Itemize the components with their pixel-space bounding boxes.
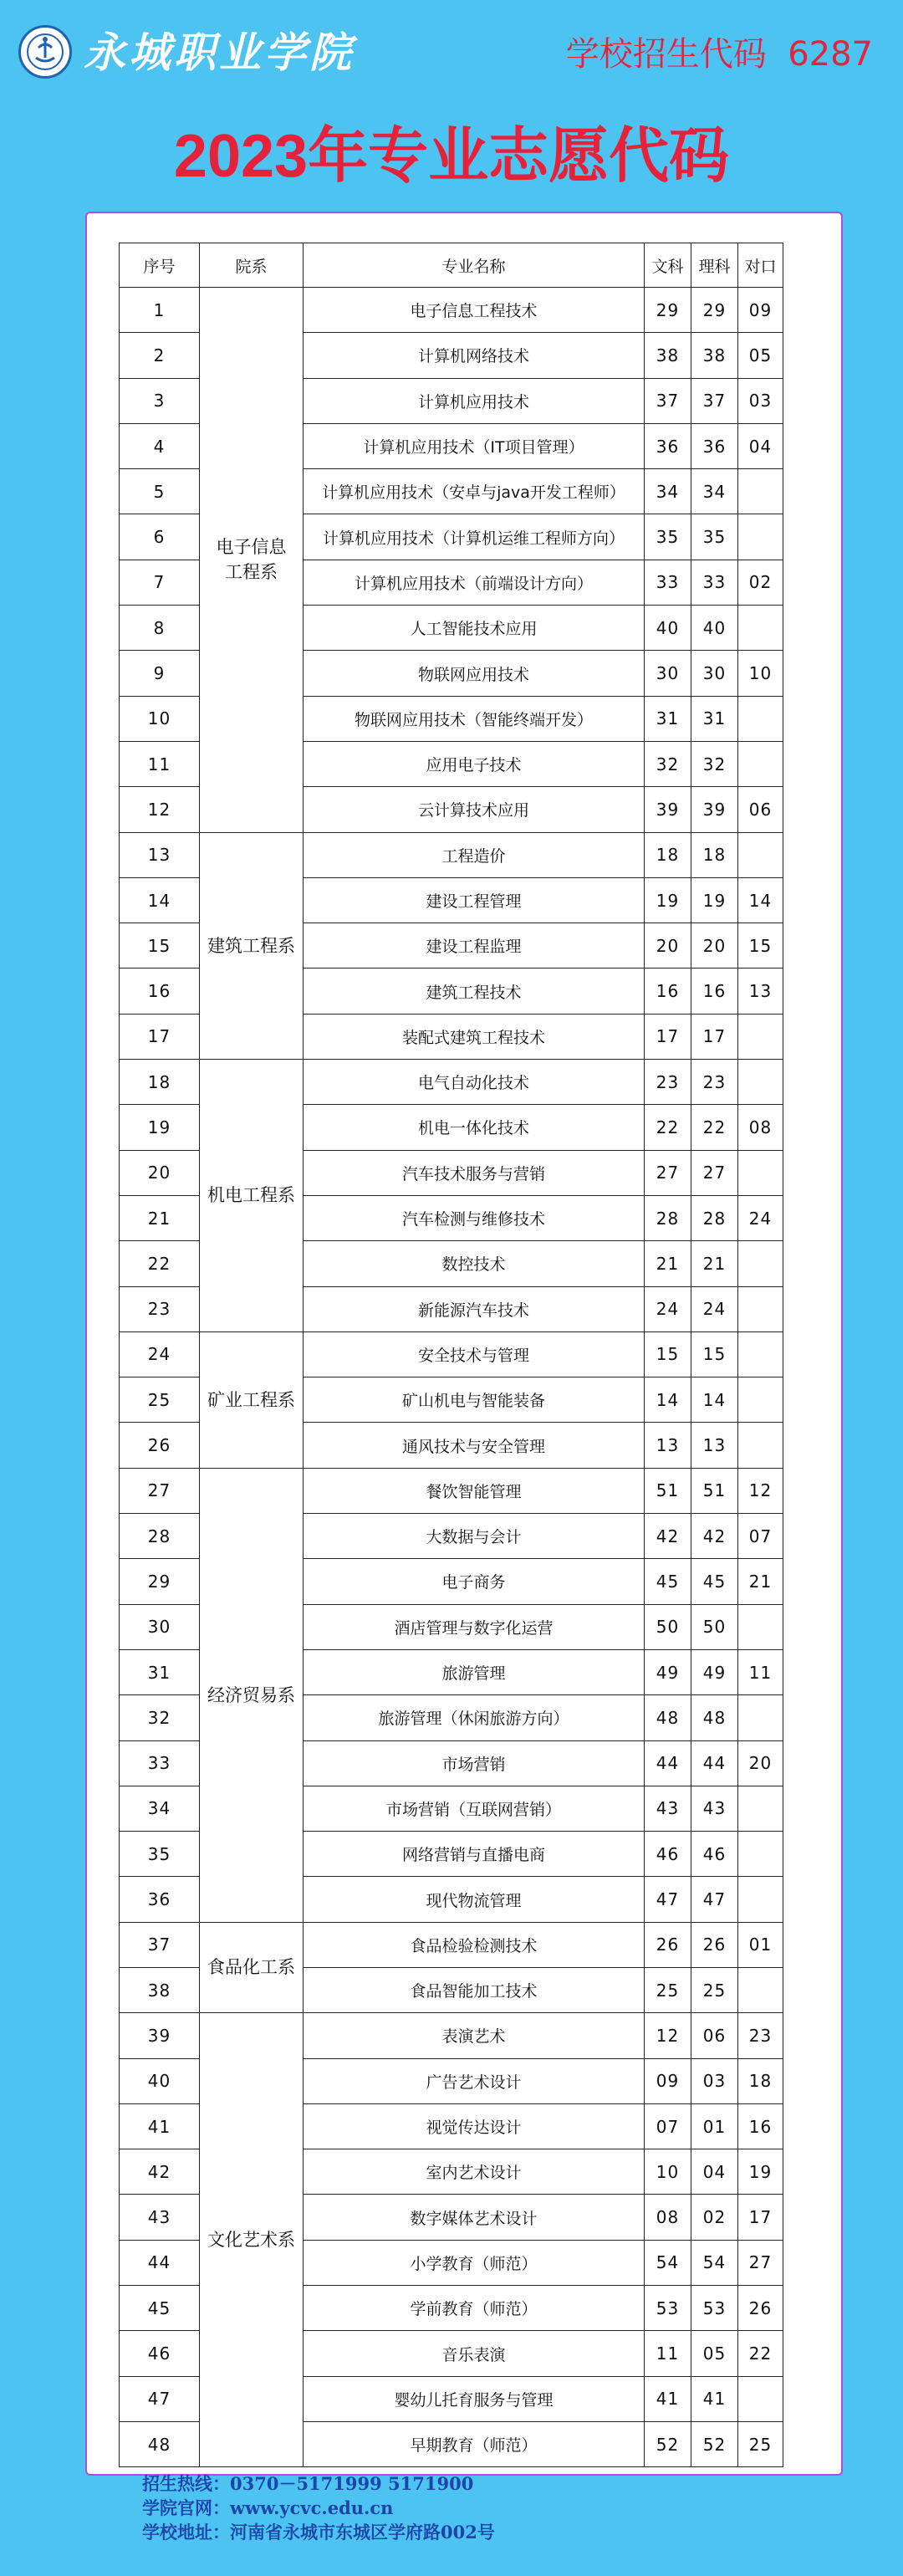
- science-code: 29: [691, 288, 738, 333]
- vocational-code: [738, 469, 783, 514]
- vocational-code: [738, 1695, 783, 1740]
- vocational-code: 12: [738, 1468, 783, 1513]
- major-name: 计算机网络技术: [304, 333, 645, 378]
- school-code-value: 6287: [788, 35, 873, 74]
- vocational-code: 24: [738, 1195, 783, 1240]
- liberal-arts-code: 09: [645, 2058, 691, 2103]
- major-name: 工程造价: [304, 832, 645, 877]
- major-name: 食品检验检测技术: [304, 1922, 645, 1967]
- row-number: 15: [120, 923, 200, 969]
- vocational-code: 27: [738, 2240, 783, 2285]
- major-name: 室内艺术设计: [304, 2149, 645, 2195]
- major-name: 网络营销与直播电商: [304, 1832, 645, 1877]
- science-code: 16: [691, 969, 738, 1014]
- science-code: 48: [691, 1695, 738, 1740]
- science-code: 21: [691, 1241, 738, 1286]
- column-header: 对口: [738, 243, 783, 288]
- liberal-arts-code: 34: [645, 469, 691, 514]
- vocational-code: 07: [738, 1514, 783, 1559]
- liberal-arts-code: 37: [645, 378, 691, 423]
- liberal-arts-code: 36: [645, 423, 691, 468]
- vocational-code: 26: [738, 2286, 783, 2331]
- major-name: 电子信息工程技术: [304, 288, 645, 333]
- liberal-arts-code: 31: [645, 696, 691, 741]
- row-number: 32: [120, 1695, 200, 1740]
- science-code: 32: [691, 741, 738, 786]
- liberal-arts-code: 18: [645, 832, 691, 877]
- vocational-code: 14: [738, 877, 783, 923]
- major-name: 建设工程监理: [304, 923, 645, 969]
- vocational-code: 22: [738, 2331, 783, 2376]
- vocational-code: 02: [738, 560, 783, 605]
- vocational-code: 13: [738, 969, 783, 1014]
- liberal-arts-code: 33: [645, 560, 691, 605]
- major-name: 通风技术与安全管理: [304, 1423, 645, 1468]
- row-number: 25: [120, 1377, 200, 1423]
- row-number: 45: [120, 2286, 200, 2331]
- table-row: [120, 1060, 783, 1105]
- major-name: 安全技术与管理: [304, 1331, 645, 1377]
- major-name: 物联网应用技术（智能终端开发）: [304, 696, 645, 741]
- vocational-code: [738, 1832, 783, 1877]
- column-header: 院系: [200, 243, 304, 288]
- liberal-arts-code: 26: [645, 1922, 691, 1967]
- vocational-code: [738, 1060, 783, 1105]
- department-name: 电子信息 工程系: [200, 288, 304, 833]
- vocational-code: 23: [738, 2013, 783, 2058]
- column-header: 理科: [691, 243, 738, 288]
- row-number: 17: [120, 1014, 200, 1059]
- row-number: 27: [120, 1468, 200, 1513]
- column-header: 序号: [120, 243, 200, 288]
- vocational-code: 09: [738, 288, 783, 333]
- liberal-arts-code: 47: [645, 1877, 691, 1922]
- row-number: 41: [120, 2103, 200, 2149]
- liberal-arts-code: 46: [645, 1832, 691, 1877]
- science-code: 39: [691, 787, 738, 832]
- science-code: 28: [691, 1195, 738, 1240]
- footer-contact: [142, 2471, 495, 2544]
- science-code: 46: [691, 1832, 738, 1877]
- major-name: 数控技术: [304, 1241, 645, 1286]
- row-number: 35: [120, 1832, 200, 1877]
- liberal-arts-code: 52: [645, 2421, 691, 2466]
- major-name: 电气自动化技术: [304, 1060, 645, 1105]
- major-name: 汽车技术服务与营销: [304, 1150, 645, 1195]
- liberal-arts-code: 49: [645, 1649, 691, 1694]
- liberal-arts-code: 23: [645, 1060, 691, 1105]
- vocational-code: 03: [738, 378, 783, 423]
- row-number: 24: [120, 1331, 200, 1377]
- liberal-arts-code: 50: [645, 1604, 691, 1649]
- liberal-arts-code: 44: [645, 1740, 691, 1786]
- department-name: 文化艺术系: [200, 2013, 304, 2467]
- major-name: 计算机应用技术（计算机运维工程师方向）: [304, 514, 645, 560]
- liberal-arts-code: 16: [645, 969, 691, 1014]
- science-code: 18: [691, 832, 738, 877]
- major-name: 电子商务: [304, 1559, 645, 1604]
- vocational-code: 17: [738, 2195, 783, 2240]
- liberal-arts-code: 22: [645, 1105, 691, 1150]
- vocational-code: [738, 1877, 783, 1922]
- major-name: 早期教育（师范）: [304, 2421, 645, 2466]
- major-name: 新能源汽车技术: [304, 1286, 645, 1331]
- row-number: 44: [120, 2240, 200, 2285]
- liberal-arts-code: 10: [645, 2149, 691, 2195]
- row-number: 34: [120, 1786, 200, 1831]
- department-name: 矿业工程系: [200, 1331, 304, 1468]
- row-number: 33: [120, 1740, 200, 1786]
- vocational-code: [738, 1241, 783, 1286]
- science-code: 03: [691, 2058, 738, 2103]
- vocational-code: 11: [738, 1649, 783, 1694]
- table-row: [120, 1922, 783, 1967]
- row-number: 28: [120, 1514, 200, 1559]
- science-code: 01: [691, 2103, 738, 2149]
- school-name: 永城职业学院: [84, 28, 355, 77]
- major-name: 计算机应用技术（安卓与java开发工程师）: [304, 469, 645, 514]
- row-number: 48: [120, 2421, 200, 2466]
- major-name: 广告艺术设计: [304, 2058, 645, 2103]
- major-name: 学前教育（师范）: [304, 2286, 645, 2331]
- science-code: 23: [691, 1060, 738, 1105]
- vocational-code: [738, 1423, 783, 1468]
- vocational-code: 15: [738, 923, 783, 969]
- liberal-arts-code: 45: [645, 1559, 691, 1604]
- major-name: 建设工程管理: [304, 877, 645, 923]
- major-name: 应用电子技术: [304, 741, 645, 786]
- table-row: [120, 1468, 783, 1513]
- department-name: 建筑工程系: [200, 832, 304, 1059]
- vocational-code: [738, 1967, 783, 2012]
- liberal-arts-code: 41: [645, 2376, 691, 2421]
- liberal-arts-code: 53: [645, 2286, 691, 2331]
- vocational-code: 04: [738, 423, 783, 468]
- vocational-code: 25: [738, 2421, 783, 2466]
- vocational-code: [738, 1286, 783, 1331]
- table-row: [120, 288, 783, 333]
- row-number: 16: [120, 969, 200, 1014]
- science-code: 30: [691, 651, 738, 696]
- major-name: 人工智能技术应用: [304, 606, 645, 651]
- science-code: 19: [691, 877, 738, 923]
- major-name: 市场营销（互联网营销）: [304, 1786, 645, 1831]
- liberal-arts-code: 20: [645, 923, 691, 969]
- row-number: 13: [120, 832, 200, 877]
- major-name: 现代物流管理: [304, 1877, 645, 1922]
- row-number: 37: [120, 1922, 200, 1967]
- major-name: 小学教育（师范）: [304, 2240, 645, 2285]
- vocational-code: [738, 1604, 783, 1649]
- major-name: 婴幼儿托育服务与管理: [304, 2376, 645, 2421]
- science-code: 54: [691, 2240, 738, 2285]
- liberal-arts-code: 25: [645, 1967, 691, 2012]
- row-number: 46: [120, 2331, 200, 2376]
- vocational-code: [738, 741, 783, 786]
- vocational-code: 10: [738, 651, 783, 696]
- liberal-arts-code: 08: [645, 2195, 691, 2240]
- column-header: 专业名称: [304, 243, 645, 288]
- liberal-arts-code: 42: [645, 1514, 691, 1559]
- major-name: 旅游管理（休闲旅游方向）: [304, 1695, 645, 1740]
- row-number: 7: [120, 560, 200, 605]
- science-code: 15: [691, 1331, 738, 1377]
- science-code: 02: [691, 2195, 738, 2240]
- table-row: [120, 1331, 783, 1377]
- liberal-arts-code: 54: [645, 2240, 691, 2285]
- major-name: 酒店管理与数字化运营: [304, 1604, 645, 1649]
- vocational-code: 06: [738, 787, 783, 832]
- row-number: 38: [120, 1967, 200, 2012]
- liberal-arts-code: 28: [645, 1195, 691, 1240]
- science-code: 31: [691, 696, 738, 741]
- vocational-code: [738, 1786, 783, 1831]
- liberal-arts-code: 24: [645, 1286, 691, 1331]
- department-name: 机电工程系: [200, 1060, 304, 1332]
- liberal-arts-code: 32: [645, 741, 691, 786]
- row-number: 1: [120, 288, 200, 333]
- page-title: 2023年专业志愿代码: [173, 123, 730, 190]
- vocational-code: 21: [738, 1559, 783, 1604]
- science-code: 51: [691, 1468, 738, 1513]
- row-number: 43: [120, 2195, 200, 2240]
- vocational-code: [738, 832, 783, 877]
- science-code: 43: [691, 1786, 738, 1831]
- science-code: 47: [691, 1877, 738, 1922]
- major-name: 市场营销: [304, 1740, 645, 1786]
- liberal-arts-code: 17: [645, 1014, 691, 1059]
- science-code: 05: [691, 2331, 738, 2376]
- row-number: 14: [120, 877, 200, 923]
- science-code: 25: [691, 1967, 738, 2012]
- liberal-arts-code: 15: [645, 1331, 691, 1377]
- column-header: 文科: [645, 243, 691, 288]
- liberal-arts-code: 12: [645, 2013, 691, 2058]
- science-code: 40: [691, 606, 738, 651]
- school-code: [566, 33, 873, 75]
- science-code: 22: [691, 1105, 738, 1150]
- major-name: 矿山机电与智能装备: [304, 1377, 645, 1423]
- major-code-table: [119, 243, 783, 2467]
- major-name: 计算机应用技术（前端设计方向）: [304, 560, 645, 605]
- liberal-arts-code: 39: [645, 787, 691, 832]
- science-code: 45: [691, 1559, 738, 1604]
- science-code: 33: [691, 560, 738, 605]
- liberal-arts-code: 43: [645, 1786, 691, 1831]
- science-code: 41: [691, 2376, 738, 2421]
- science-code: 36: [691, 423, 738, 468]
- department-name: 经济贸易系: [200, 1468, 304, 1922]
- liberal-arts-code: 11: [645, 2331, 691, 2376]
- row-number: 8: [120, 606, 200, 651]
- college-website: 学院官网：www.ycvc.edu.cn: [142, 2497, 394, 2518]
- major-name: 大数据与会计: [304, 1514, 645, 1559]
- row-number: 20: [120, 1150, 200, 1195]
- vocational-code: 01: [738, 1922, 783, 1967]
- science-code: 13: [691, 1423, 738, 1468]
- table-row: [120, 832, 783, 877]
- science-code: 38: [691, 333, 738, 378]
- school-emblem-icon: [18, 25, 72, 79]
- row-number: 18: [120, 1060, 200, 1105]
- row-number: 21: [120, 1195, 200, 1240]
- row-number: 22: [120, 1241, 200, 1286]
- liberal-arts-code: 13: [645, 1423, 691, 1468]
- science-code: 24: [691, 1286, 738, 1331]
- major-name: 计算机应用技术: [304, 378, 645, 423]
- liberal-arts-code: 29: [645, 288, 691, 333]
- vocational-code: [738, 514, 783, 560]
- vocational-code: [738, 1150, 783, 1195]
- science-code: 52: [691, 2421, 738, 2466]
- row-number: 47: [120, 2376, 200, 2421]
- science-code: 53: [691, 2286, 738, 2331]
- liberal-arts-code: 27: [645, 1150, 691, 1195]
- row-number: 2: [120, 333, 200, 378]
- vocational-code: [738, 1014, 783, 1059]
- vocational-code: [738, 696, 783, 741]
- vocational-code: [738, 2376, 783, 2421]
- liberal-arts-code: 38: [645, 333, 691, 378]
- row-number: 39: [120, 2013, 200, 2058]
- science-code: 35: [691, 514, 738, 560]
- science-code: 06: [691, 2013, 738, 2058]
- liberal-arts-code: 21: [645, 1241, 691, 1286]
- science-code: 34: [691, 469, 738, 514]
- major-name: 数字媒体艺术设计: [304, 2195, 645, 2240]
- major-name: 机电一体化技术: [304, 1105, 645, 1150]
- row-number: 11: [120, 741, 200, 786]
- vocational-code: 08: [738, 1105, 783, 1150]
- science-code: 44: [691, 1740, 738, 1786]
- major-name: 汽车检测与维修技术: [304, 1195, 645, 1240]
- science-code: 42: [691, 1514, 738, 1559]
- row-number: 23: [120, 1286, 200, 1331]
- liberal-arts-code: 51: [645, 1468, 691, 1513]
- vocational-code: 20: [738, 1740, 783, 1786]
- vocational-code: [738, 1331, 783, 1377]
- row-number: 30: [120, 1604, 200, 1649]
- liberal-arts-code: 35: [645, 514, 691, 560]
- liberal-arts-code: 40: [645, 606, 691, 651]
- vocational-code: 19: [738, 2149, 783, 2195]
- major-name: 计算机应用技术（IT项目管理）: [304, 423, 645, 468]
- vocational-code: 05: [738, 333, 783, 378]
- major-name: 物联网应用技术: [304, 651, 645, 696]
- table-header-row: [120, 243, 783, 288]
- row-number: 4: [120, 423, 200, 468]
- vocational-code: 18: [738, 2058, 783, 2103]
- vocational-code: 16: [738, 2103, 783, 2149]
- header: [0, 0, 903, 125]
- department-name: 食品化工系: [200, 1922, 304, 2013]
- major-name: 表演艺术: [304, 2013, 645, 2058]
- liberal-arts-code: 48: [645, 1695, 691, 1740]
- science-code: 04: [691, 2149, 738, 2195]
- vocational-code: [738, 606, 783, 651]
- row-number: 36: [120, 1877, 200, 1922]
- science-code: 27: [691, 1150, 738, 1195]
- major-name: 建筑工程技术: [304, 969, 645, 1014]
- major-name: 旅游管理: [304, 1649, 645, 1694]
- science-code: 50: [691, 1604, 738, 1649]
- major-name: 视觉传达设计: [304, 2103, 645, 2149]
- row-number: 6: [120, 514, 200, 560]
- science-code: 49: [691, 1649, 738, 1694]
- row-number: 5: [120, 469, 200, 514]
- table-row: [120, 2013, 783, 2058]
- row-number: 42: [120, 2149, 200, 2195]
- science-code: 14: [691, 1377, 738, 1423]
- row-number: 19: [120, 1105, 200, 1150]
- major-name: 餐饮智能管理: [304, 1468, 645, 1513]
- major-name: 音乐表演: [304, 2331, 645, 2376]
- row-number: 29: [120, 1559, 200, 1604]
- science-code: 17: [691, 1014, 738, 1059]
- liberal-arts-code: 14: [645, 1377, 691, 1423]
- row-number: 40: [120, 2058, 200, 2103]
- liberal-arts-code: 30: [645, 651, 691, 696]
- admission-hotline: 招生热线：0370－5171999 5171900: [142, 2473, 474, 2494]
- school-address: 学校地址：河南省永城市东城区学府路002号: [142, 2522, 495, 2543]
- row-number: 26: [120, 1423, 200, 1468]
- major-name: 食品智能加工技术: [304, 1967, 645, 2012]
- row-number: 31: [120, 1649, 200, 1694]
- row-number: 9: [120, 651, 200, 696]
- vocational-code: [738, 1377, 783, 1423]
- major-name: 云计算技术应用: [304, 787, 645, 832]
- row-number: 12: [120, 787, 200, 832]
- major-name: 装配式建筑工程技术: [304, 1014, 645, 1059]
- science-code: 26: [691, 1922, 738, 1967]
- liberal-arts-code: 19: [645, 877, 691, 923]
- science-code: 37: [691, 378, 738, 423]
- row-number: 3: [120, 378, 200, 423]
- liberal-arts-code: 07: [645, 2103, 691, 2149]
- science-code: 20: [691, 923, 738, 969]
- row-number: 10: [120, 696, 200, 741]
- school-code-label: 学校招生代码: [565, 35, 767, 74]
